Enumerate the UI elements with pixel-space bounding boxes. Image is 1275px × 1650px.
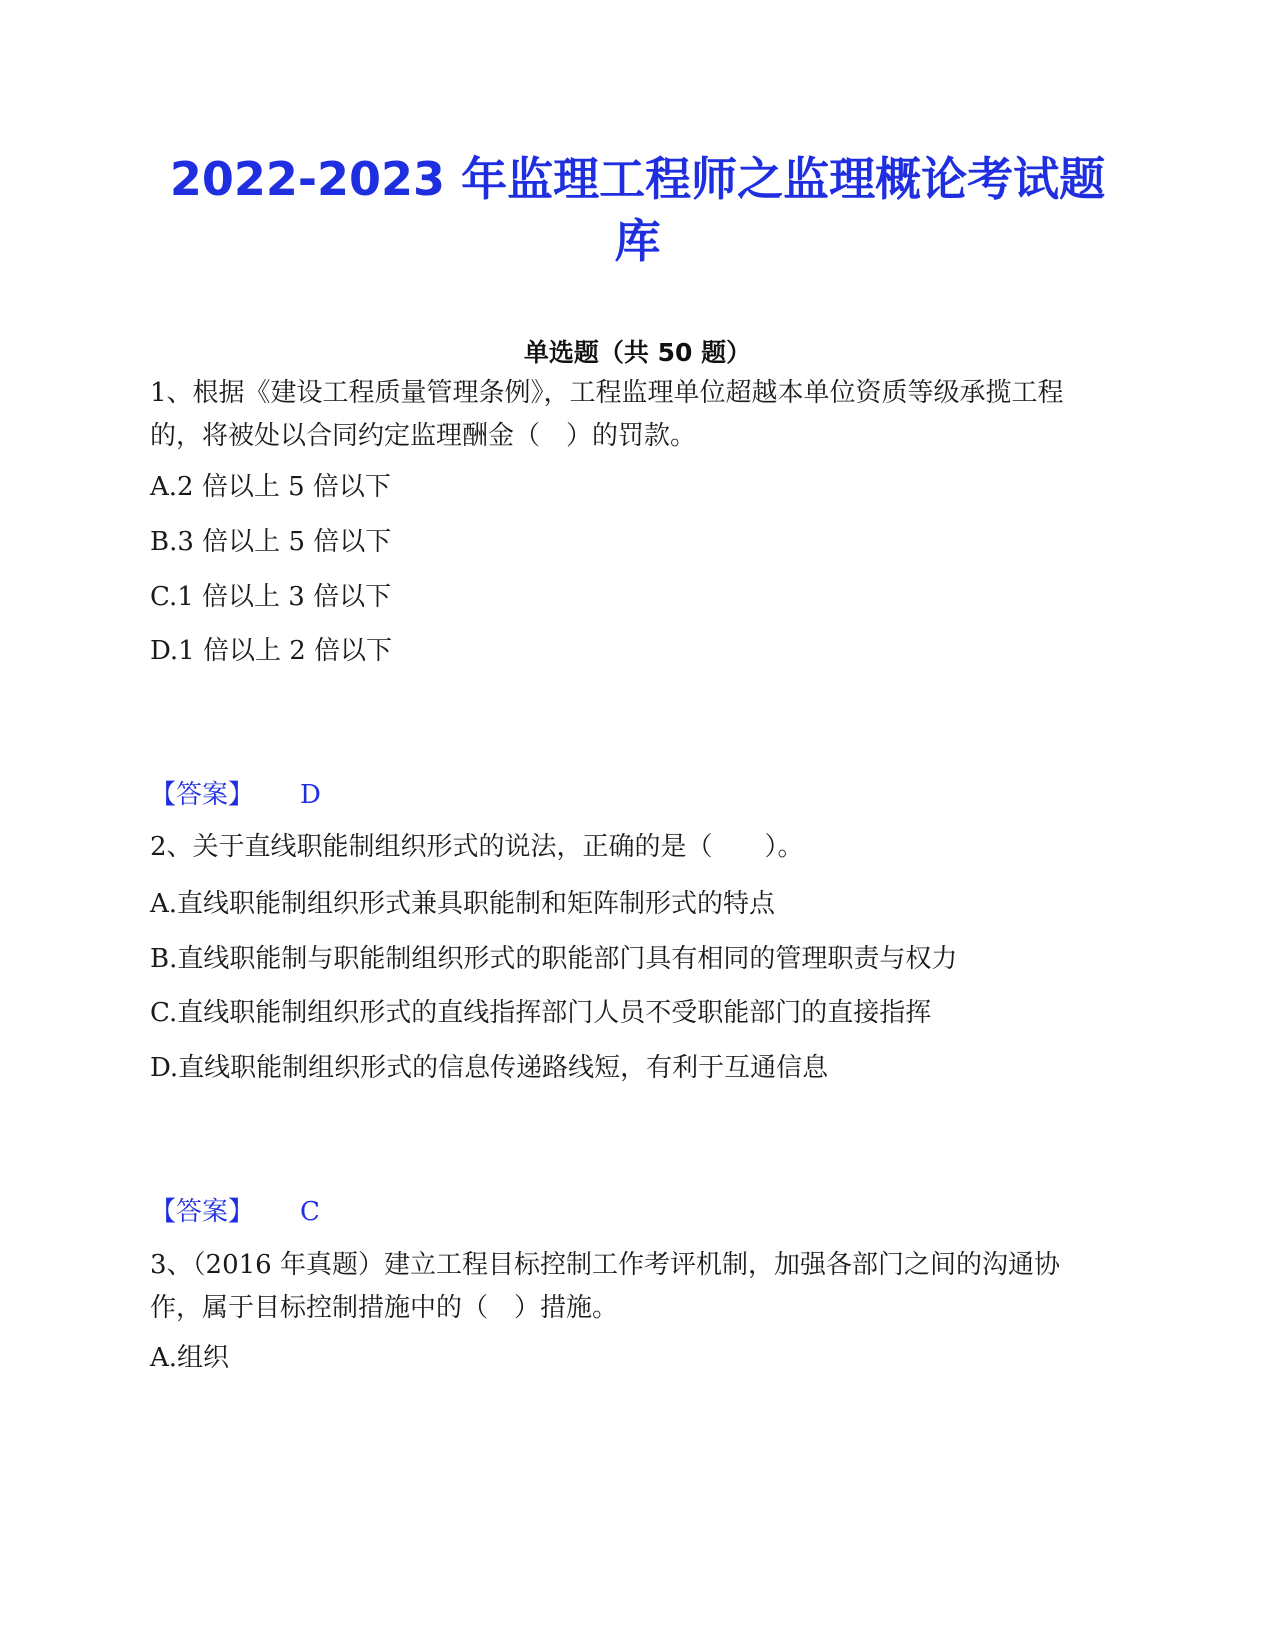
option-d: D.直线职能制组织形式的信息传递路线短，有利于互通信息 xyxy=(150,1053,829,1083)
answer-label: 【答案】 xyxy=(150,780,255,810)
section-heading: 单选题（共 50 题） xyxy=(523,338,752,367)
question-3 xyxy=(150,1244,1110,1330)
question-stem: 1、根据《建设工程质量管理条例》，工程监理单位超越本单位资质等级承揽工程的，将被处以合同约定监理酬金（ ）的罚款。 xyxy=(150,378,1064,451)
answer-value: D xyxy=(300,780,321,810)
question-2 xyxy=(150,826,1110,869)
option-b: B.3 倍以上 5 倍以下 xyxy=(150,527,392,557)
question-stem: 3、（2016 年真题）建立工程目标控制工作考评机制，加强各部门之间的沟通协作，属于目标控制措施中的（ ）措施。 xyxy=(150,1250,1060,1323)
answer-value: C xyxy=(300,1197,320,1227)
option-b: B.直线职能制与职能制组织形式的职能部门具有相同的管理职责与权力 xyxy=(150,944,958,974)
question-1 xyxy=(150,372,1110,458)
question-stem: 2、关于直线职能制组织形式的说法，正确的是（ ）。 xyxy=(150,832,804,862)
document-title: 2022-2023 年监理工程师之监理概论考试题库 xyxy=(169,152,1106,268)
answer-2 xyxy=(150,1195,320,1229)
answer-label: 【答案】 xyxy=(150,1197,255,1227)
option-d: D.1 倍以上 2 倍以下 xyxy=(150,636,393,666)
option-a: A.2 倍以上 5 倍以下 xyxy=(150,472,391,502)
answer-1 xyxy=(150,778,321,812)
option-a: A.直线职能制组织形式兼具职能制和矩阵制形式的特点 xyxy=(150,889,776,919)
option-a: A.组织 xyxy=(150,1343,230,1373)
option-c: C.1 倍以上 3 倍以下 xyxy=(150,582,392,612)
option-c: C.直线职能制组织形式的直线指挥部门人员不受职能部门的直接指挥 xyxy=(150,998,932,1028)
